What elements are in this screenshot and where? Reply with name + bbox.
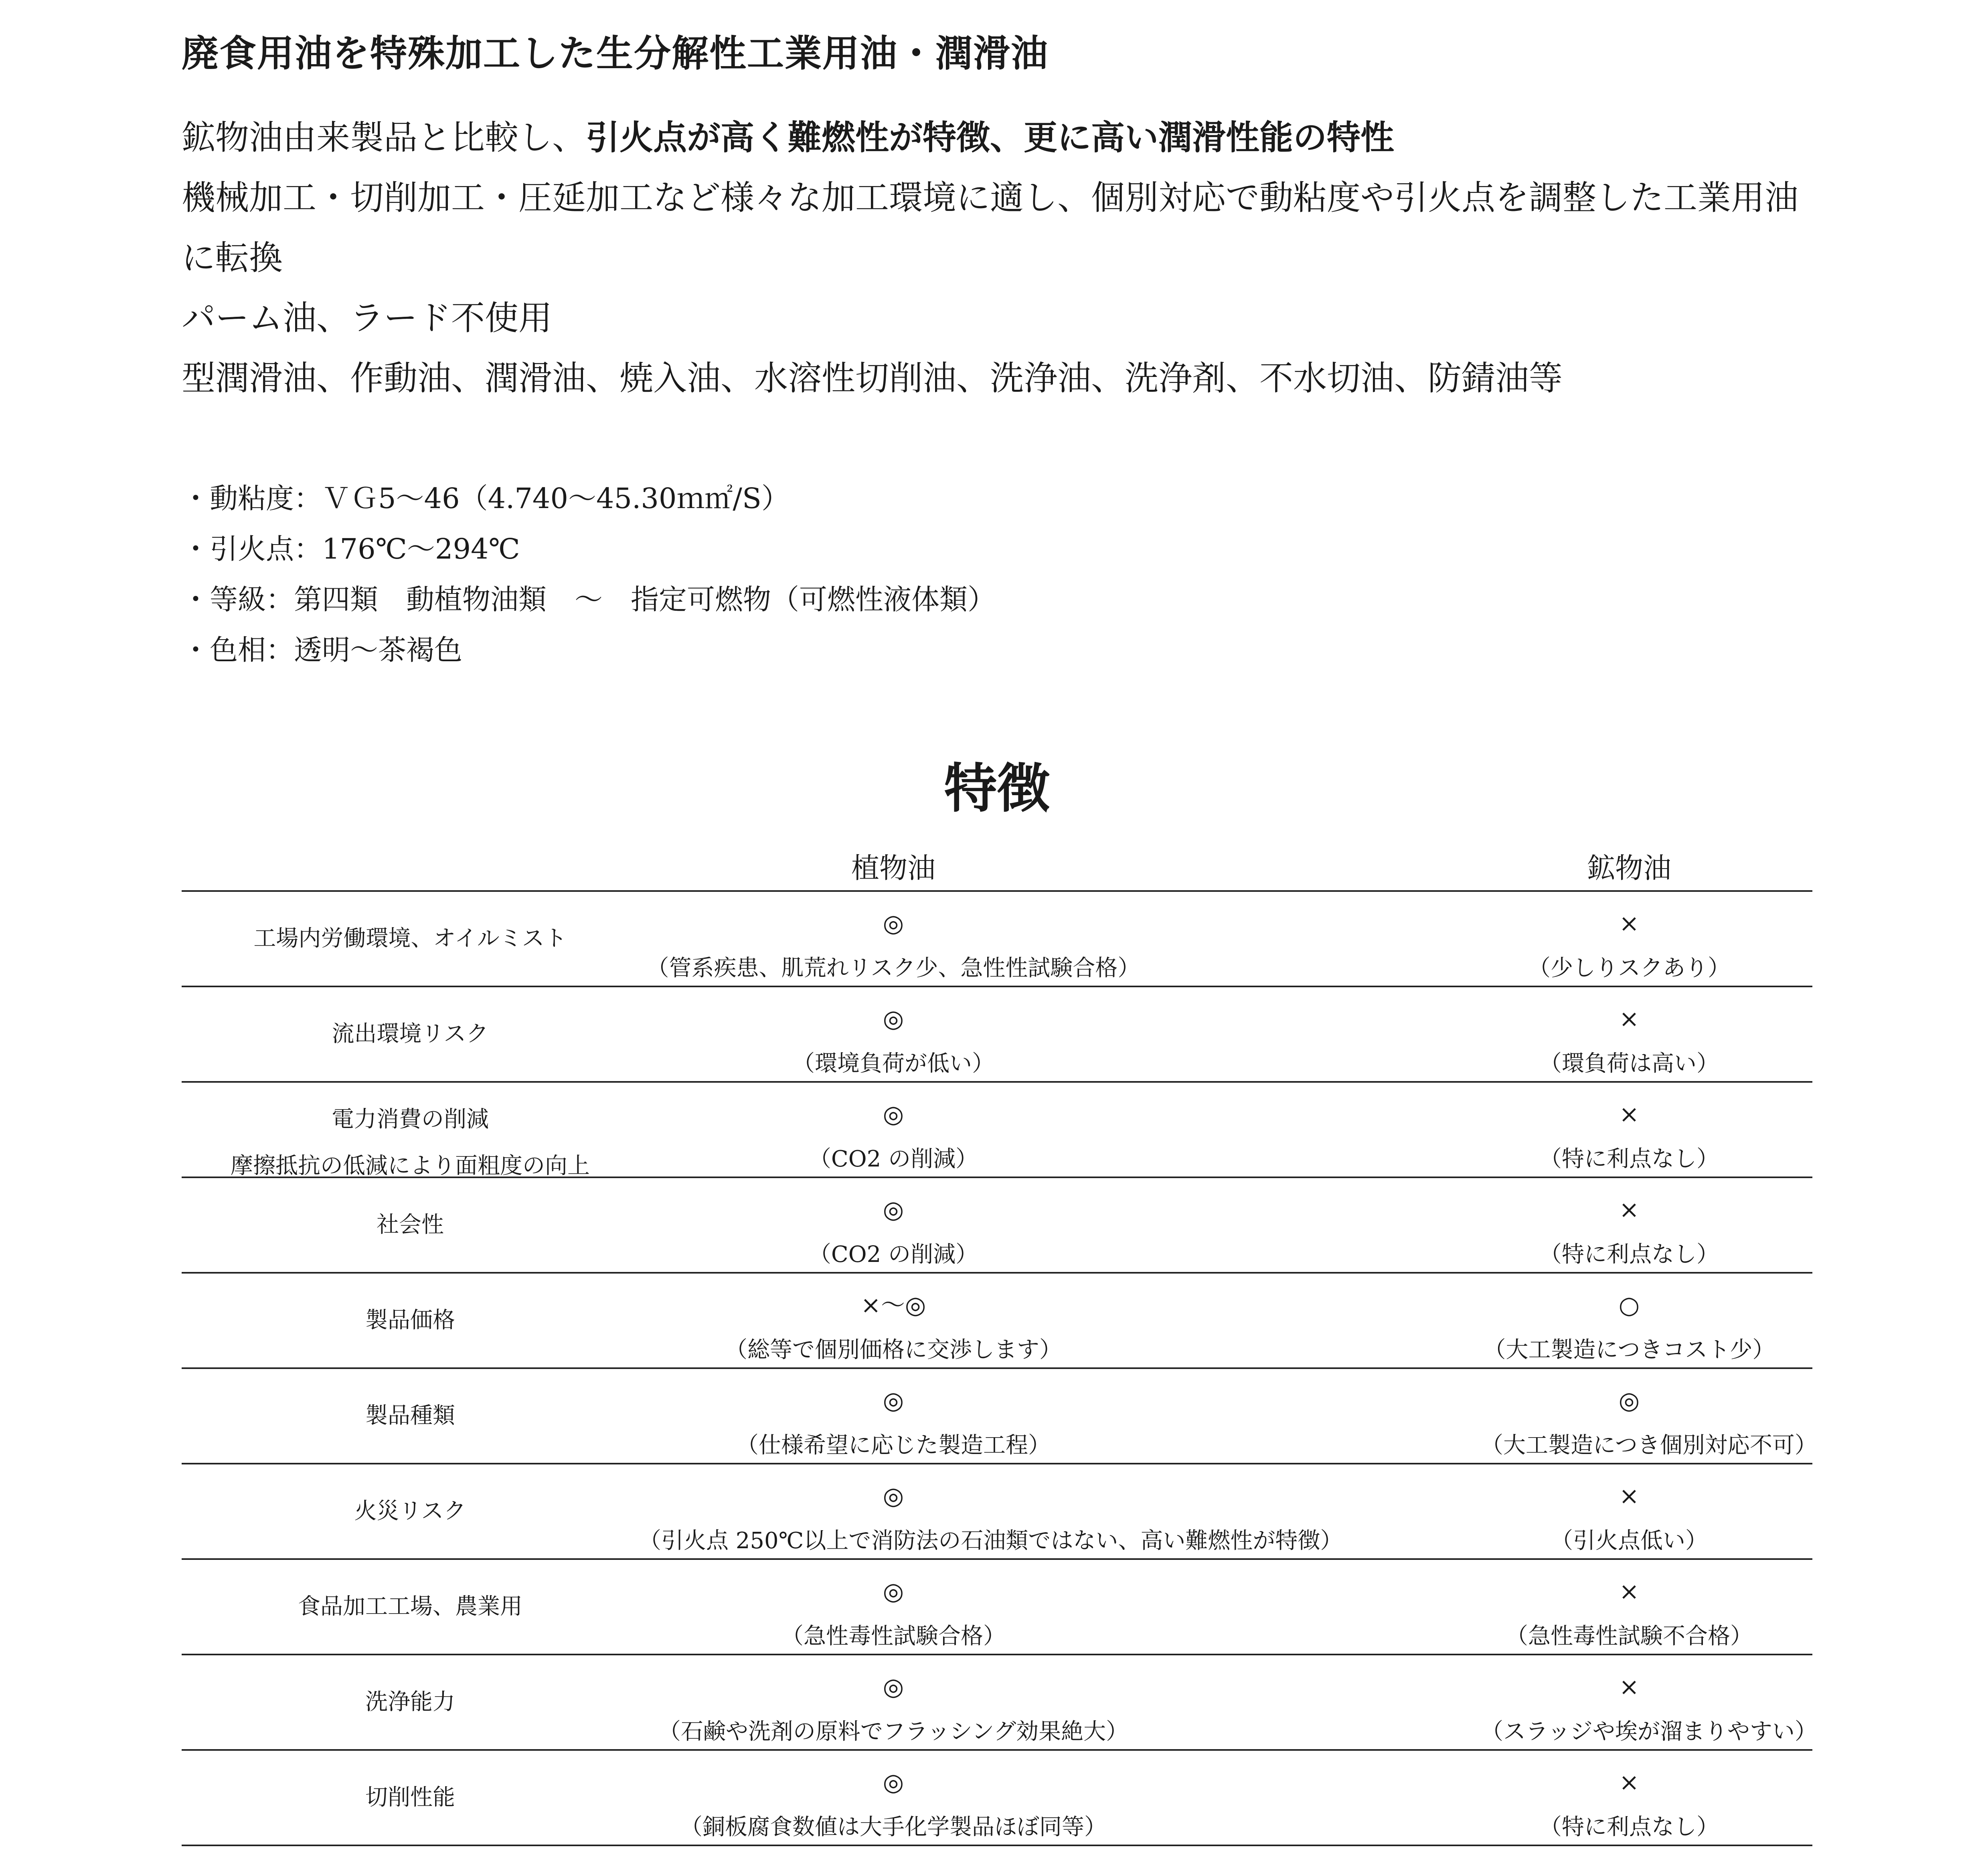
plant-oil-cell	[639, 1655, 1148, 1749]
table-row	[182, 1083, 1812, 1178]
spec-item-viscosity: ・動粘度：ＶＧ5〜46（4.740〜45.30ｍ㎡/S）	[182, 482, 790, 515]
mineral-rating-mark: ×	[1619, 1005, 1640, 1033]
intro-text	[182, 107, 1812, 408]
table-header	[182, 846, 1812, 892]
table-row	[182, 1464, 1812, 1560]
plant-rating-mark: ◎	[883, 1482, 904, 1510]
plant-oil-cell	[639, 987, 1148, 1081]
table-row	[182, 1655, 1817, 1751]
row-label-cell	[182, 1464, 639, 1558]
mineral-oil-cell	[1481, 1655, 1817, 1749]
mineral-rating-mark: ×	[1619, 909, 1640, 938]
mineral-rating-note: （特に利点なし）	[1539, 1814, 1719, 1840]
intro-line-3: パーム油、ラード不使用	[182, 298, 553, 338]
intro-line-2: 機械加工・切削加工・圧延加工など様々な加工環境に適し、個別対応で動粘度や引火点を調整した工業用油に転換	[182, 178, 1799, 277]
table-row	[182, 1274, 1812, 1369]
plant-rating-note: （環境負荷が低い）	[792, 1051, 994, 1077]
mineral-oil-cell	[1481, 1274, 1777, 1367]
row-label-cell	[182, 1178, 639, 1272]
mineral-rating-note: （少しりスクあり）	[1528, 955, 1730, 981]
plant-oil-cell	[639, 892, 1148, 986]
spec-list	[182, 473, 996, 675]
plant-rating-note: （石鹸や洗剤の原料でフラッシング効果絶大）	[658, 1719, 1129, 1745]
comparison-table	[182, 846, 1817, 1846]
mineral-rating-mark: ×	[1619, 1196, 1640, 1224]
row-label: 食品加工工場、農業用	[298, 1594, 522, 1620]
mineral-rating-note: （スラッジや埃が溜まりやすい）	[1481, 1719, 1817, 1745]
row-label: 流出環境リスク	[332, 1021, 489, 1047]
plant-oil-cell	[639, 1464, 1343, 1558]
plant-rating-mark: ◎	[883, 1005, 904, 1033]
mineral-rating-mark: ◎	[1618, 1387, 1640, 1415]
row-label-cell	[182, 1083, 639, 1177]
plant-rating-note: （仕様希望に応じた製造工程）	[736, 1432, 1051, 1458]
table-row	[182, 987, 1812, 1083]
plant-oil-cell	[639, 1274, 1148, 1367]
plant-rating-mark: ◎	[883, 1387, 904, 1415]
row-label-cell	[182, 987, 639, 1081]
plant-rating-note: （管系疾患、肌荒れリスク少、急性性試験合格）	[646, 955, 1140, 981]
mineral-oil-cell	[1481, 1560, 1777, 1654]
mineral-oil-cell	[1481, 1369, 1817, 1463]
mineral-rating-note: （急性毒性試験不合格）	[1506, 1623, 1753, 1649]
header-mineral-oil: 鉱物油	[1587, 852, 1671, 885]
table-row	[182, 1178, 1812, 1274]
mineral-rating-mark: ×	[1619, 1482, 1640, 1510]
row-label-cell	[182, 1751, 639, 1845]
mineral-oil-cell	[1481, 1751, 1777, 1845]
mineral-rating-note: （特に利点なし）	[1539, 1146, 1719, 1172]
mineral-rating-mark: ×	[1619, 1100, 1640, 1128]
plant-oil-cell	[639, 1369, 1148, 1463]
row-label-cell	[182, 1369, 639, 1463]
row-label: 製品種類	[365, 1403, 455, 1429]
plant-rating-mark: ◎	[883, 1673, 904, 1701]
table-row	[182, 892, 1812, 987]
spec-item-grade: ・等級：第四類 動植物油類 〜 指定可燃物（可燃性液体類）	[182, 583, 996, 616]
plant-rating-mark: ◎	[883, 1578, 904, 1606]
plant-rating-mark: ×〜◎	[860, 1291, 926, 1319]
row-label: 切削性能	[365, 1784, 455, 1810]
section-title-features: 特徴	[944, 757, 1050, 820]
row-label-cell	[182, 1655, 639, 1749]
mineral-rating-note: （引火点低い）	[1551, 1528, 1708, 1554]
table-body	[182, 892, 1817, 1846]
mineral-oil-cell	[1481, 892, 1777, 986]
plant-rating-note: （総等で個別価格に交渉します）	[725, 1337, 1062, 1363]
row-label-cell	[182, 892, 639, 986]
row-label-line: 電力消費の削減	[332, 1106, 489, 1132]
intro-line-1-normal: 鉱物油由来製品と比較し、	[182, 118, 586, 157]
plant-rating-mark: ◎	[883, 1196, 904, 1224]
mineral-rating-mark: ×	[1619, 1673, 1640, 1701]
intro-line-1-bold: 引火点が高く難燃性が特徴、更に高い潤滑性能の特性	[586, 117, 1395, 157]
intro-line-1	[182, 107, 1812, 168]
plant-oil-cell	[639, 1751, 1148, 1845]
row-label-line: 摩擦抵抗の低減により面粗度の向上	[231, 1153, 590, 1179]
table-row	[182, 1560, 1812, 1655]
plant-rating-note: （銅板腐食数値は大手化学製品ほぼ同等）	[680, 1814, 1107, 1840]
row-label-cell	[182, 1274, 639, 1367]
row-label	[182, 1083, 639, 1189]
page-title: 廃食用油を特殊加工した生分解性工業用油・潤滑油	[182, 32, 1049, 75]
plant-rating-note: （引火点 250℃以上で消防法の石油類ではない、高い難燃性が特徴）	[639, 1528, 1343, 1554]
mineral-oil-cell	[1481, 1178, 1777, 1272]
row-label: 洗浄能力	[365, 1689, 455, 1715]
mineral-rating-mark: ×	[1619, 1578, 1640, 1606]
spec-item-flash-point: ・引火点：176℃〜294℃	[182, 533, 520, 565]
plant-oil-cell	[639, 1083, 1148, 1177]
spec-item-color: ・色相：透明〜茶褐色	[182, 634, 462, 666]
mineral-rating-note: （特に利点なし）	[1539, 1241, 1719, 1268]
intro-line-4: 型潤滑油、作動油、潤滑油、焼入油、水溶性切削油、洗浄油、洗浄剤、不水切油、防錆油等	[182, 358, 1563, 398]
mineral-rating-mark: ○	[1618, 1291, 1640, 1319]
plant-rating-mark: ◎	[883, 1768, 904, 1796]
row-label-cell	[182, 1560, 639, 1654]
row-label: 製品価格	[365, 1307, 455, 1333]
plant-rating-mark: ◎	[883, 909, 904, 938]
row-label: 火災リスク	[354, 1498, 466, 1524]
plant-oil-cell	[639, 1560, 1148, 1654]
row-label: 社会性	[377, 1212, 444, 1238]
plant-rating-note: （急性毒性試験合格）	[781, 1623, 1006, 1649]
mineral-oil-cell	[1481, 987, 1777, 1081]
mineral-rating-note: （大工製造につき個別対応不可）	[1481, 1432, 1817, 1458]
plant-rating-note: （CO2 の削減）	[808, 1146, 978, 1172]
mineral-oil-cell	[1481, 1464, 1777, 1558]
plant-oil-cell	[639, 1178, 1148, 1272]
header-plant-oil: 植物油	[851, 852, 935, 885]
table-row	[182, 1369, 1817, 1464]
plant-rating-note: （CO2 の削減）	[808, 1241, 978, 1268]
table-row	[182, 1751, 1812, 1846]
plant-rating-mark: ◎	[883, 1100, 904, 1128]
mineral-rating-note: （大工製造につきコスト少）	[1483, 1337, 1775, 1363]
mineral-oil-cell	[1481, 1083, 1777, 1177]
mineral-rating-mark: ×	[1619, 1768, 1640, 1796]
row-label: 工場内労働環境、オイルミスト	[253, 925, 567, 952]
mineral-rating-note: （環負荷は高い）	[1539, 1051, 1719, 1077]
